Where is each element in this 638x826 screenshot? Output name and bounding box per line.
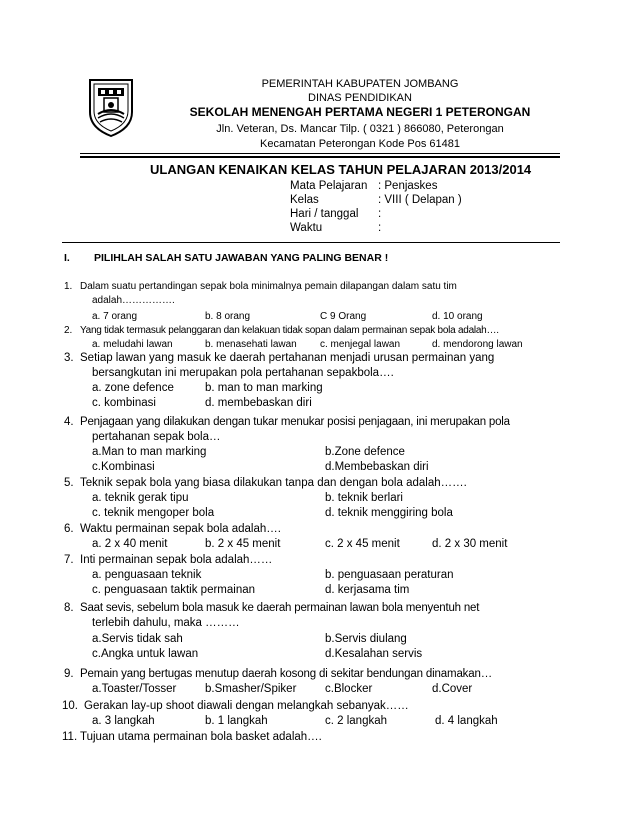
question-text: Waktu permainan sepak bola adalah…. [80,523,281,535]
option-a: a. 3 langkah [92,715,155,727]
info-label-class: Kelas [290,194,319,206]
option-b: b. menasehati lawan [205,339,297,350]
question-number: 2. [64,325,73,336]
question-text: Inti permainan sepak bola adalah…… [80,554,273,566]
info-label-time: Waktu [290,222,323,234]
question-text: Saat sevis, sebelum bola masuk ke daerah permainan lawan bola menyentuh net [80,602,480,614]
info-label-subject: Mata Pelajaran [290,180,368,192]
question-text-cont: bersangkutan ini merupakan pola pertahanan sepakbola…. [92,367,394,379]
option-b: b. penguasaan peraturan [325,569,454,581]
option-a: a.Servis tidak sah [92,633,183,645]
question-number: 10. [62,700,78,712]
info-value-time: : [378,222,382,234]
option-a: a.Toaster/Tosser [92,683,177,695]
header-divider-thin [80,153,560,154]
option-c: c. menjegal lawan [320,339,401,350]
section-divider [62,242,560,243]
question-text: Dalam suatu pertandingan sepak bola minimalnya pemain dilapangan dalam satu tim [80,281,457,292]
option-d: d. 4 langkah [435,715,498,727]
option-a: a. 2 x 40 menit [92,538,168,550]
option-c: c. 2 langkah [325,715,388,727]
question-text-cont: terlebih dahulu, maka ……… [92,617,240,629]
option-b: b. 2 x 45 menit [205,538,281,550]
header-department: DINAS PENDIDIKAN [308,92,412,104]
option-d: d.Membebaskan diri [325,461,429,473]
option-b: b.Smasher/Spiker [205,683,297,695]
question-number: 1. [64,281,73,292]
option-d: d.Kesalahan servis [325,648,423,660]
question-text: Yang tidak termasuk pelanggaran dan kelakuan tidak sopan dalam permainan sepak bola adalah…. [80,325,499,336]
option-a: a. meludahi lawan [92,339,173,350]
section-instruction: PILIHLAH SALAH SATU JAWABAN YANG PALING BENAR ! [94,252,389,264]
info-value-class: : VIII ( Delapan ) [378,194,462,206]
header-government: PEMERINTAH KABUPATEN JOMBANG [261,78,459,90]
header-address: Jln. Veteran, Ds. Mancar Tilp. ( 0321 ) 866080, Peterongan [216,123,504,135]
question-text: Teknik sepak bola yang biasa dilakukan tanpa dan dengan bola adalah……. [80,477,467,489]
option-b: b. 8 orang [205,311,251,322]
option-c: c. 2 x 45 menit [325,538,400,550]
question-text-cont: adalah……………. [92,295,175,306]
question-number: 4. [64,416,74,428]
regency-emblem-logo [86,76,136,138]
option-d: d. membebaskan diri [205,397,312,409]
option-c: c. kombinasi [92,397,156,409]
question-number: 6. [64,523,74,535]
question-number: 9. [64,668,74,680]
section-number: I. [64,252,70,264]
header-divider-thick [80,156,560,158]
question-text: Pemain yang bertugas menutup daerah kosong di sekitar bendungan dinamakan… [80,668,493,680]
option-d: d. 10 orang [432,311,483,322]
option-a: a.Man to man marking [92,446,207,458]
question-number: 8. [64,602,74,614]
option-c: c.Blocker [325,683,373,695]
question-text: Penjagaan yang dilakukan dengan tukar menukar posisi penjagaan, ini merupakan pola [80,416,510,428]
option-b: b. 1 langkah [205,715,268,727]
option-b: b.Zone defence [325,446,405,458]
question-text-cont: pertahanan sepak bola… [92,431,221,443]
info-value-date: : [378,208,382,220]
option-d: d. mendorong lawan [432,339,523,350]
option-d: d. teknik menggiring bola [325,507,453,519]
question-number: 3. [64,352,74,364]
header-district: Kecamatan Peterongan Kode Pos 61481 [260,138,460,150]
option-c: C 9 Orang [320,311,367,322]
question-text: Gerakan lay-up shoot diawali dengan melangkah sebanyak…… [84,700,409,712]
info-label-date: Hari / tanggal [290,208,359,220]
question-number: 11. [62,731,78,743]
info-value-subject: : Penjaskes [378,180,438,192]
option-b: b.Servis diulang [325,633,407,645]
question-text: Setiap lawan yang masuk ke daerah pertahanan menjadi urusan permainan yang [80,352,495,364]
option-d: d. 2 x 30 menit [432,538,508,550]
question-number: 7. [64,554,74,566]
question-text: Tujuan utama permainan bola basket adalah…. [80,731,322,743]
header-school-name: SEKOLAH MENENGAH PERTAMA NEGERI 1 PETERONGAN [189,105,531,119]
option-a: a. 7 orang [92,311,138,322]
question-number: 5. [64,477,74,489]
option-c: c.Kombinasi [92,461,155,473]
option-a: a. teknik gerak tipu [92,492,189,504]
option-d: d. kerjasama tim [325,584,410,596]
option-b: b. man to man marking [205,382,323,394]
exam-title: ULANGAN KENAIKAN KELAS TAHUN PELAJARAN 2013/2014 [150,162,532,177]
option-c: c. penguasaan taktik permainan [92,584,256,596]
option-b: b. teknik berlari [325,492,403,504]
option-a: a. zone defence [92,382,174,394]
option-d: d.Cover [432,683,473,695]
option-c: c.Angka untuk lawan [92,648,199,660]
option-c: c. teknik mengoper bola [92,507,215,519]
option-a: a. penguasaan teknik [92,569,202,581]
